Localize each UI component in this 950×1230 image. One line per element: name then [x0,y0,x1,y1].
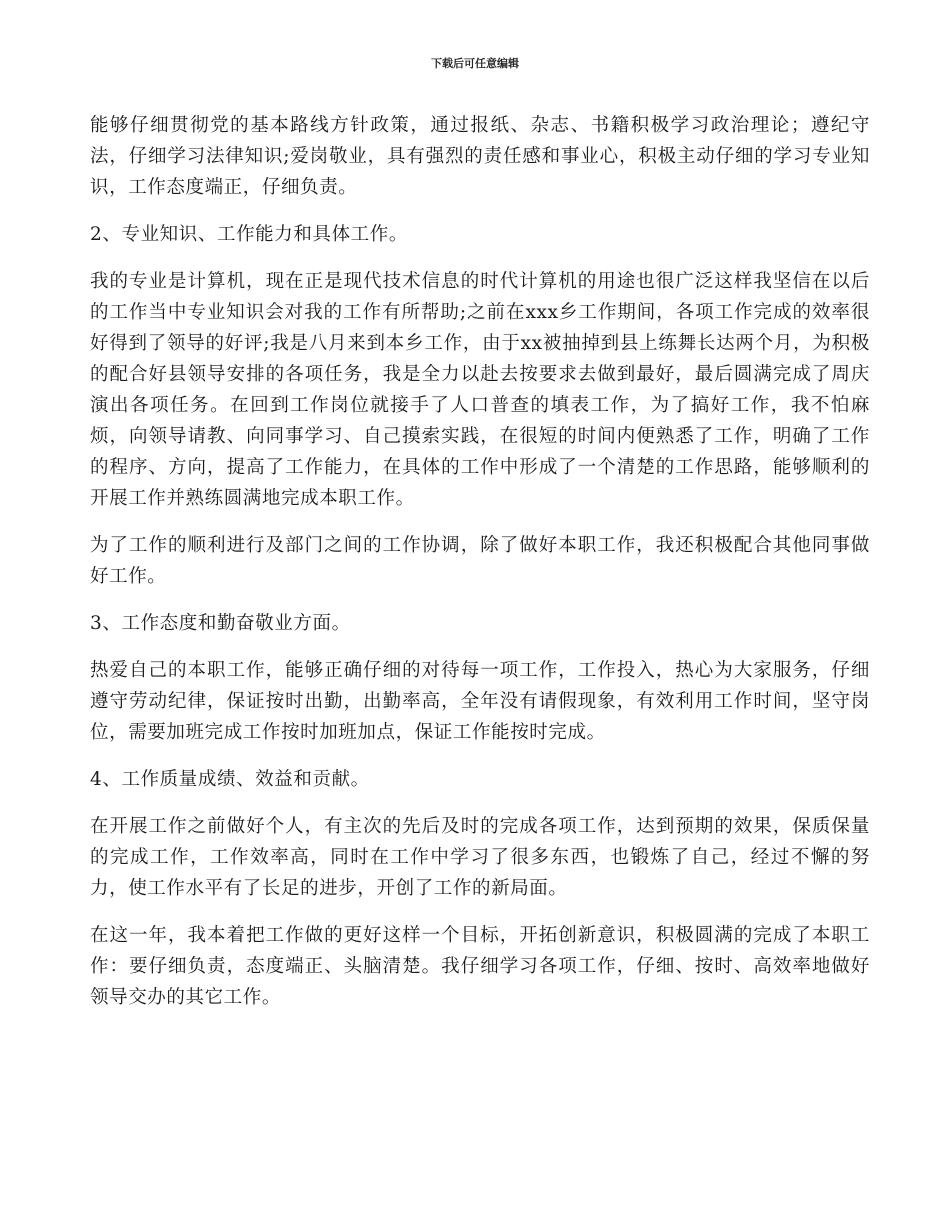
paragraph-professional-work: 我的专业是计算机，现在正是现代技术信息的时代计算机的用途也很广泛这样我坚信在以后的工作当中专业知识会对我的工作有所帮助;之前在xxx乡工作期间，各项工作完成的效率很好得到了领导的好评;我是八月来到本乡工作，由于xx被抽掉到县上练舞长达两个月，为积极的配合好县领导安排的各项任务，我是全力以赴去按要求去做到最好，最后圆满完成了周庆演出各项任务。在回到工作岗位就接手了人口普查的填表工作，为了搞好工作，我不怕麻烦，向领导请教、向同事学习、自己摸索实践，在很短的时间内便熟悉了工作，明确了工作的程序、方向，提高了工作能力，在具体的工作中形成了一个清楚的工作思路，能够顺利的开展工作并熟练圆满地完成本职工作。 [90,271,870,509]
paragraph-work-quality: 在开展工作之前做好个人，有主次的先后及时的完成各项工作，达到预期的效果，保质保量的完成工作，工作效率高，同时在工作中学习了很多东西，也锻炼了自己，经过不懈的努力，使工作水平有了长足的进步，开创了工作的新局面。 [90,816,870,899]
section-heading-professional-knowledge: 2、专业知识、工作能力和具体工作。 [90,224,408,245]
paragraph-cooperation: 为了工作的顺利进行及部门之间的工作协调，除了做好本职工作，我还积极配合其他同事做好工作。 [90,535,870,587]
document-body [90,110,870,1029]
section-heading-work-attitude: 3、工作态度和勤奋敬业方面。 [90,613,351,634]
paragraph-political-study: 能够仔细贯彻党的基本路线方针政策，通过报纸、杂志、书籍积极学习政治理论；遵纪守法，仔细学习法律知识;爱岗敬业，具有强烈的责任感和事业心，积极主动仔细的学习专业知识，工作态度端正，仔细负责。 [90,115,870,198]
page-header: 下载后可任意编辑 [431,57,519,70]
section-heading-work-quality: 4、工作质量成绩、效益和贡献。 [90,769,370,790]
paragraph-year-summary: 在这一年，我本着把工作做的更好这样一个目标，开拓创新意识，积极圆满的完成了本职工作：要仔细负责，态度端正、头脑清楚。我仔细学习各项工作，仔细、按时、高效率地做好领导交办的其它工作。 [90,925,870,1008]
paragraph-work-attitude: 热爱自己的本职工作，能够正确仔细的对待每一项工作，工作投入，热心为大家服务，仔细遵守劳动纪律，保证按时出勤，出勤率高，全年没有请假现象，有效利用工作时间，坚守岗位，需要加班完成工作按时加班加点，保证工作能按时完成。 [90,660,870,743]
